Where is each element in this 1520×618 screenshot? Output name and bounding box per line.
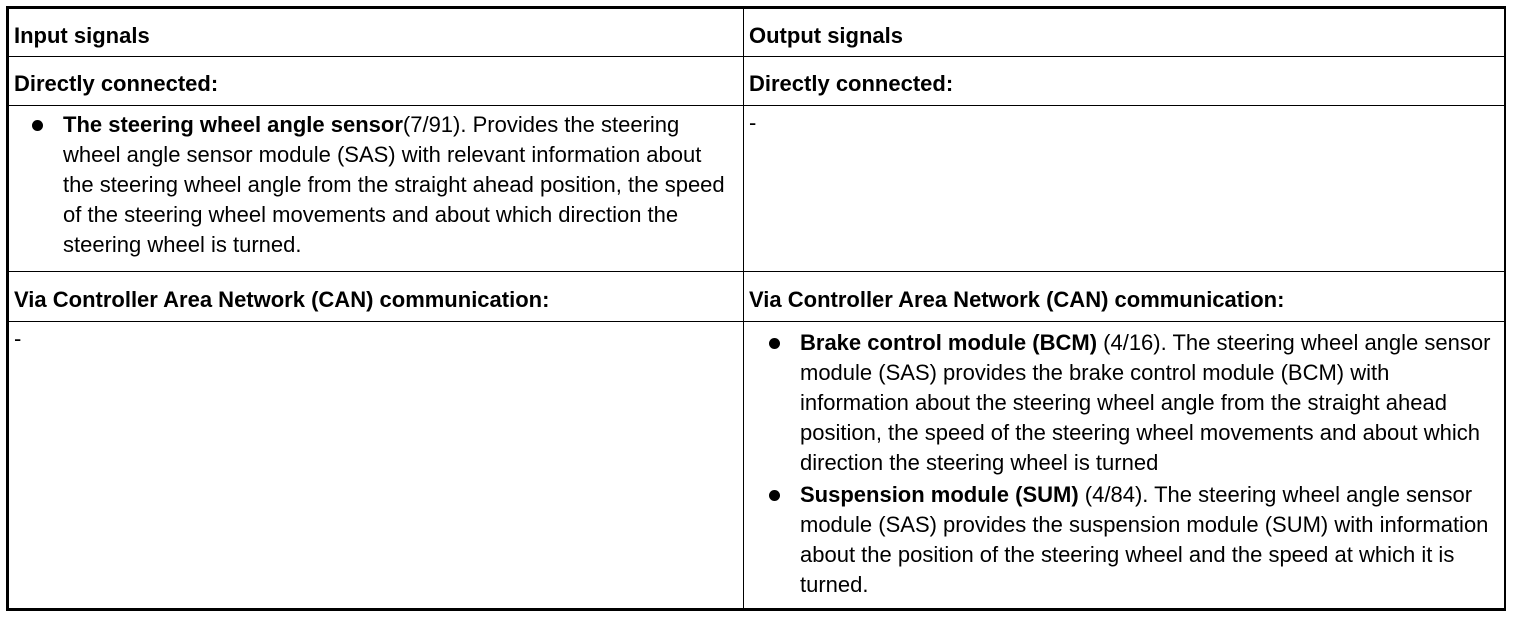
output-signals-header: Output signals	[744, 9, 1505, 57]
item-title: Suspension module (SUM)	[800, 482, 1079, 507]
bullet-dot-icon	[769, 338, 780, 349]
can-content-row	[9, 322, 1505, 609]
bullet-dot-icon	[769, 490, 780, 501]
input-directly-connected-label: Directly connected:	[9, 57, 744, 106]
item-title: Brake control module (BCM)	[800, 330, 1098, 355]
list-item	[749, 328, 1504, 478]
item-text: . Provides the steering wheel angle sensor module (SAS) with relevant information about the steering wheel angle from the straight ahead position, the speed of the steering wheel movements and about which direction the steering wheel is turned.	[63, 112, 725, 257]
item-text: . The steering wheel angle sensor module (SAS) provides the brake control module (BCM) with information about the steering wheel angle from the straight ahead position, the speed of the steering wheel movements and about which direction the steering wheel is turned	[800, 330, 1491, 475]
list-item	[749, 480, 1504, 600]
empty-marker: -	[14, 326, 22, 351]
item-text: . The steering wheel angle sensor module (SAS) provides the suspension module (SUM) with information about the position of the steering wheel and the speed at which it is turned.	[800, 482, 1489, 597]
output-can-list	[749, 328, 1504, 600]
output-can-cell	[744, 322, 1505, 609]
list-item	[14, 110, 743, 260]
directly-connected-row	[9, 57, 1505, 106]
can-communication-row	[9, 272, 1505, 322]
item-ref: (4/84)	[1078, 482, 1143, 507]
table-header-row	[9, 9, 1505, 57]
input-can-label: Via Controller Area Network (CAN) communication:	[9, 272, 744, 322]
output-directly-connected-label: Directly connected:	[744, 57, 1505, 106]
output-direct-cell	[744, 106, 1505, 272]
input-direct-cell	[9, 106, 744, 272]
item-title: The steering wheel angle sensor	[63, 112, 403, 137]
directly-connected-content-row	[9, 106, 1505, 272]
item-ref: (7/91)	[402, 112, 461, 137]
empty-marker: -	[749, 110, 757, 135]
input-can-cell	[9, 322, 744, 609]
input-signals-header: Input signals	[9, 9, 744, 57]
signals-table	[8, 8, 1505, 609]
output-can-label: Via Controller Area Network (CAN) communication:	[744, 272, 1505, 322]
signals-table-frame	[6, 6, 1506, 611]
item-ref: (4/16)	[1097, 330, 1161, 355]
input-direct-list	[14, 110, 743, 260]
bullet-dot-icon	[32, 120, 43, 131]
